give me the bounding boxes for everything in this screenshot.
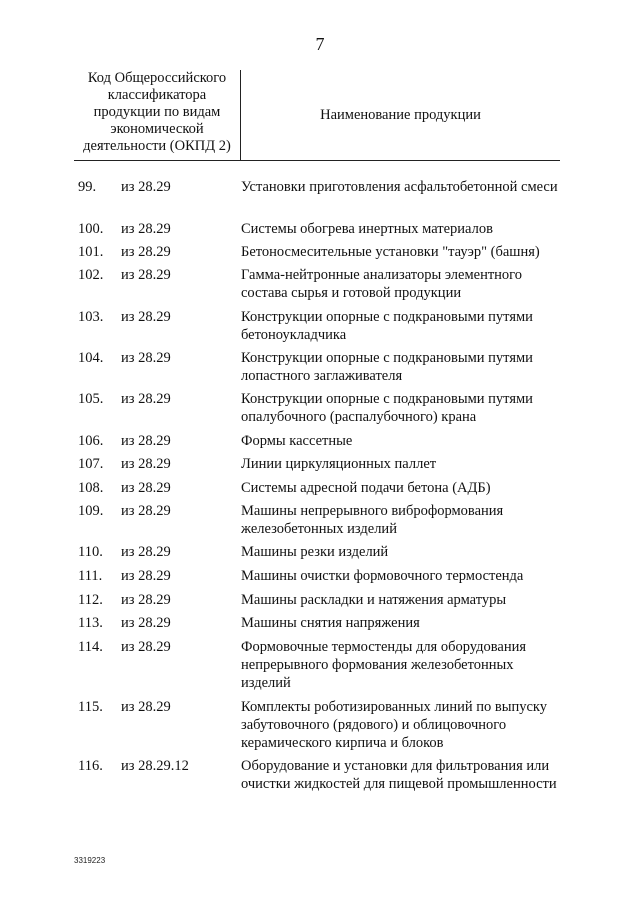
- row-okpd-code: из 28.29: [121, 221, 171, 237]
- row-number: 114.: [78, 639, 103, 655]
- row-okpd-code: из 28.29: [121, 699, 171, 715]
- row-product-name: Машины непрерывного виброформования железобетонных изделий: [241, 503, 504, 537]
- header-code-line: Код Общероссийского: [87, 70, 227, 86]
- row-product-name: Установки приготовления асфальтобетонной смеси: [241, 179, 558, 195]
- header-code-column: [74, 70, 241, 160]
- row-product-name: Системы адресной подачи бетона (АДБ): [241, 480, 491, 496]
- row-number: 116.: [78, 758, 103, 774]
- row-number: 108.: [78, 480, 104, 496]
- row-okpd-code: из 28.29: [121, 592, 171, 608]
- row-number: 99.: [78, 179, 97, 195]
- row-okpd-code: из 28.29: [121, 503, 171, 519]
- row-okpd-code: из 28.29: [121, 244, 171, 260]
- row-number: 100.: [78, 221, 104, 237]
- row-product-name: Комплекты роботизированных линий по выпуску забутовочного (рядового) и облицовочного керамического кирпича и блоков: [241, 699, 547, 751]
- row-okpd-code: из 28.29: [121, 267, 171, 283]
- row-number: 102.: [78, 267, 104, 283]
- row-product-name: Гамма-нейтронные анализаторы элементного состава сырья и готовой продукции: [241, 267, 523, 301]
- row-product-name: Системы обогрева инертных материалов: [241, 221, 493, 237]
- row-product-name: Конструкции опорные с подкрановыми путями опалубочного (распалубочного) крана: [241, 391, 533, 425]
- row-product-name: Машины раскладки и натяжения арматуры: [241, 592, 507, 608]
- row-okpd-code: из 28.29: [121, 639, 171, 655]
- row-okpd-code: из 28.29: [121, 615, 171, 631]
- table-header: [74, 70, 560, 161]
- header-code-line: экономической: [110, 121, 204, 137]
- row-okpd-code: из 28.29: [121, 544, 171, 560]
- row-number: 106.: [78, 433, 104, 449]
- row-okpd-code: из 28.29: [121, 179, 171, 195]
- row-product-name: Формы кассетные: [241, 433, 353, 449]
- row-number: 105.: [78, 391, 104, 407]
- row-number: 112.: [78, 592, 103, 608]
- page-number: 7: [315, 34, 325, 54]
- document-code: 3319223: [74, 856, 106, 865]
- row-number: 113.: [78, 615, 103, 631]
- row-okpd-code: из 28.29: [121, 480, 171, 496]
- row-number: 104.: [78, 350, 104, 366]
- row-number: 103.: [78, 309, 104, 325]
- row-number: 109.: [78, 503, 104, 519]
- row-product-name: Конструкции опорные с подкрановыми путями бетоноукладчика: [241, 309, 533, 343]
- row-okpd-code: из 28.29: [121, 433, 171, 449]
- row-product-name: Машины очистки формовочного термостенда: [241, 568, 524, 584]
- row-okpd-code: из 28.29: [121, 391, 171, 407]
- row-product-name: Конструкции опорные с подкрановыми путями лопастного заглаживателя: [241, 350, 533, 384]
- row-okpd-code: из 28.29: [121, 350, 171, 366]
- header-code-line: деятельности (ОКПД 2): [83, 138, 231, 154]
- header-name-column: Наименование продукции: [320, 106, 481, 123]
- row-number: 107.: [78, 456, 104, 472]
- header-code-line: продукции по видам: [93, 104, 221, 120]
- row-okpd-code: из 28.29: [121, 568, 171, 584]
- row-product-name: Оборудование и установки для фильтрования или очистки жидкостей для пищевой промышленности: [241, 758, 557, 792]
- row-okpd-code: из 28.29.12: [121, 758, 189, 774]
- row-product-name: Бетоносмесительные установки "тауэр" (башня): [241, 244, 540, 260]
- row-okpd-code: из 28.29: [121, 456, 171, 472]
- row-okpd-code: из 28.29: [121, 309, 171, 325]
- row-number: 111.: [78, 568, 103, 584]
- header-code-line: классификатора: [107, 87, 207, 103]
- row-product-name: Машины снятия напряжения: [241, 615, 420, 631]
- row-product-name: Линии циркуляционных паллет: [241, 456, 437, 472]
- row-product-name: Машины резки изделий: [241, 544, 389, 560]
- row-product-name: Формовочные термостенды для оборудования непрерывного формования железобетонных изделий: [241, 639, 527, 691]
- row-number: 115.: [78, 699, 103, 715]
- row-number: 101.: [78, 244, 104, 260]
- row-number: 110.: [78, 544, 103, 560]
